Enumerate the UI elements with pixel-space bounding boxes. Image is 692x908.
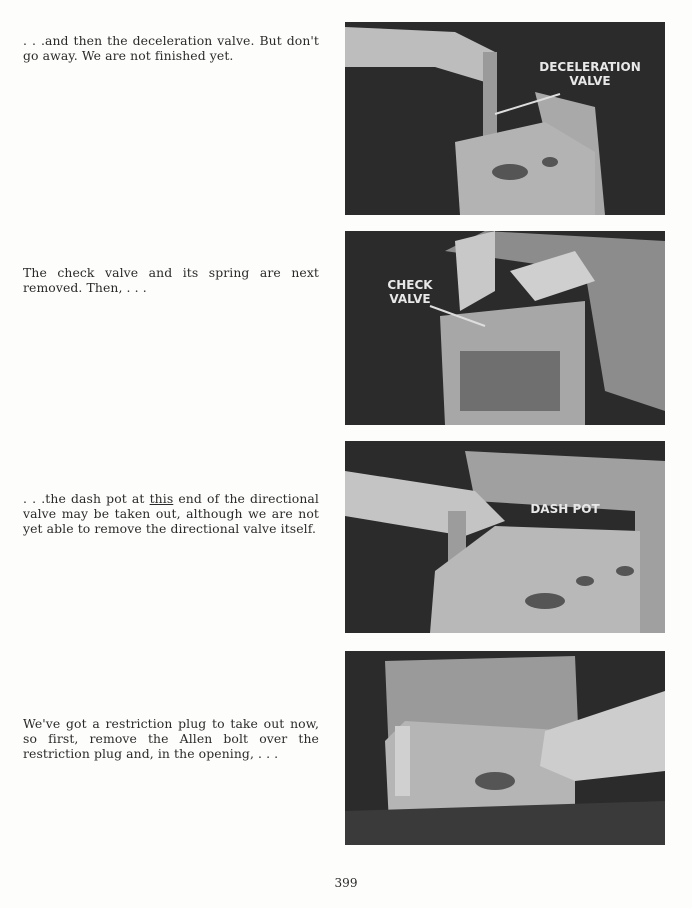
photo-label xyxy=(370,278,450,306)
paragraph-text: The check valve and its spring are next removed. Then, . . . xyxy=(23,265,319,295)
paragraph-restriction-plug xyxy=(23,716,319,761)
label-line: VALVE xyxy=(389,292,431,306)
paragraph-check-valve xyxy=(23,265,319,295)
photo-restriction-plug xyxy=(345,651,665,845)
photo-deceleration-valve xyxy=(345,22,665,215)
paragraph-text: . . .the dash pot at xyxy=(23,491,150,506)
emphasis-text: this xyxy=(149,491,174,506)
paragraph-deceleration-valve xyxy=(23,33,319,63)
label-line: VALVE xyxy=(569,74,611,88)
photo-label xyxy=(530,60,650,88)
label-line: DECELERATION xyxy=(539,60,641,74)
paragraph-text: . . .and then the deceleration valve. But don't go away. We are not finished yet. xyxy=(23,33,319,63)
label-line: CHECK xyxy=(387,278,433,292)
paragraph-text: end of the directional valve may be taken out, although we are not yet able to remove the directional valve itself. xyxy=(23,491,319,536)
label-line: DASH POT xyxy=(530,502,600,516)
paragraph-dash-pot xyxy=(23,491,319,536)
photo-dash-pot xyxy=(345,441,665,633)
photo-check-valve xyxy=(345,231,665,425)
page-number: 399 xyxy=(334,876,358,890)
photo-label xyxy=(515,502,615,516)
paragraph-text: We've got a restriction plug to take out now, so first, remove the Allen bolt over the restriction plug and, in the opening, . . . xyxy=(23,716,319,761)
